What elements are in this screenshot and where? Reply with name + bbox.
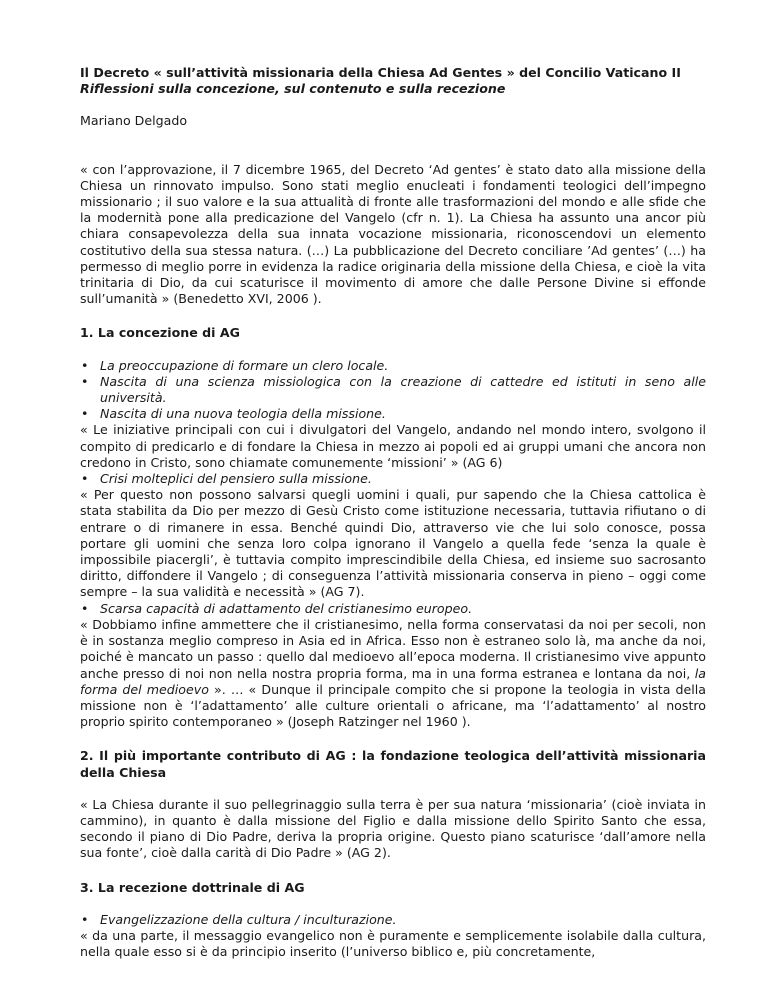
bullet-icon: • <box>81 600 89 616</box>
bullet-text: La preoccupazione di formare un clero locale. <box>100 357 389 373</box>
quote-inculturation: « da una parte, il messaggio evangelico non è puramente e semplicemente isolabile dalla cultura, nella quale esso si è da principio inserito (l’universo biblico e, più concretamente, <box>80 927 706 960</box>
bullet-text: Evangelizzazione della cultura / inculturazione. <box>100 911 397 927</box>
quote-ratzinger-emphasis: la forma del medioevo <box>80 665 706 697</box>
document-subtitle: Riflessioni sulla concezione, sul contenuto e sulla recezione <box>80 81 506 97</box>
quote-ag7: « Per questo non possono salvarsi quegli uomini i quali, pur sapendo che la Chiesa cattolica è stata stabilita da Dio per mezzo di Gesù Cristo come istituzione necessaria, tuttavia rifiutano o di entrare o di rimanere in essa. Benché quindi Dio, attraverso vie che lui solo conosce, possa portare gli uomini che senza loro colpa ignorano il Vangelo a quella fede ‘senza la quale è impossibile piacergli’, è tuttavia compito imprescindibile della Chiesa, ed insieme suo sacrosanto diritto, diffondere il Vangelo ; di conseguenza l’attività missionaria conserva in pieno – oggi come sempre – la sua validità e necessità » (AG 7). <box>80 487 706 600</box>
bullet-icon: • <box>81 357 89 373</box>
section-1-heading: 1. La concezione di AG <box>80 325 240 341</box>
quote-ratzinger <box>80 617 706 730</box>
quote-ag2: « La Chiesa durante il suo pellegrinaggio sulla terra è per sua natura ‘missionaria’ (cioè inviata in cammino), in quanto è dalla missione del Figlio e dalla missione dello Spirito Santo che essa, secondo il piano di Dio Padre, deriva la propria origine. Questo piano scaturisce ‘dall’amore nella sua fonte’, cioè dalla carità di Dio Padre » (AG 2). <box>80 796 706 861</box>
bullet-text: Nascita di una scienza missiologica con la creazione di cattedre ed istituti in seno alle università. <box>100 373 706 406</box>
bullet-item <box>80 601 706 617</box>
document-title: Il Decreto « sull’attività missionaria della Chiesa Ad Gentes » del Concilio Vaticano II <box>80 65 681 80</box>
bullet-item <box>80 374 706 406</box>
section-3-heading: 3. La recezione dottrinale di AG <box>80 879 305 895</box>
bullet-icon: • <box>81 471 89 487</box>
bullet-item <box>80 358 706 374</box>
quote-ratzinger-part1: « Dobbiamo infine ammettere che il cristianesimo, nella forma conservatasi da noi per secoli, non è in sostanza meglio compreso in Asia ed in Africa. Esso non è estraneo solo là, ma anche da noi, poiché è mancato un passo : quello dal medioevo all’epoca moderna. Il cristianesimo vive appunto anche presso di noi non nella nostra propria forma, ma in una forma estranea e lontana da noi, <box>80 616 706 681</box>
section-1-list-b <box>80 471 706 487</box>
quote-ratzinger-part2: ». … « Dunque il principale compito che si propone la teologia in vista della missione non è ‘l’adattamento’ alle culture orientali o africane, ma ‘l’adattamento’ al nostro proprio spirito contemporaneo » (Joseph Ratzinger nel 1960 ). <box>80 681 706 730</box>
bullet-text: Nascita di una nuova teologia della missione. <box>100 406 386 422</box>
bullet-text: Crisi molteplici del pensiero sulla missione. <box>100 471 372 487</box>
bullet-icon: • <box>81 373 89 389</box>
epigraph-quote: « con l’approvazione, il 7 dicembre 1965, del Decreto ‘Ad gentes’ è stato dato alla missione della Chiesa un rinnovato impulso. Sono stati meglio enucleati i fondamenti teologici dell’impegno missionario ; il suo valore e la sua attualità di fronte alle trasformazioni del mondo e alle sfide che la modernità pone alla predicazione del Vangelo (cfr n. 1). La Chiesa ha assunto una ancor più chiara consapevolezza della sua innata vocazione missionaria, riconoscendovi un elemento costitutivo della sua stessa natura. (…) La pubblicazione del Decreto conciliare ’Ad gentes’ (…) ha permesso di meglio porre in evidenza la radice originaria della missione della Chiesa, e cioè la vita trinitaria di Dio, da cui scaturisce il movimento di amore che dalle Persone Divine si effonde sull’umanità » (Benedetto XVI, 2006 ). <box>80 161 706 307</box>
bullet-icon: • <box>81 911 89 927</box>
section-1-list-a <box>80 358 706 423</box>
bullet-text: Scarsa capacità di adattamento del cristianesimo europeo. <box>100 600 473 616</box>
document-author: Mariano Delgado <box>80 113 188 129</box>
section-1-list-c <box>80 601 706 617</box>
section-2-heading: 2. Il più importante contributo di AG : la fondazione teologica dell’attività missionaria della Chiesa <box>80 748 706 780</box>
bullet-item <box>80 912 706 928</box>
bullet-icon: • <box>81 406 89 422</box>
section-3-list <box>80 912 706 928</box>
bullet-item <box>80 406 706 422</box>
quote-ag6: « Le iniziative principali con cui i divulgatori del Vangelo, andando nel mondo intero, svolgono il compito di predicarlo e di fondare la Chiesa in mezzo ai popoli ed ai gruppi umani che ancora non credono in Cristo, sono chiamate comunemente ‘missioni’ » (AG 6) <box>80 422 706 470</box>
bullet-item <box>80 471 706 487</box>
